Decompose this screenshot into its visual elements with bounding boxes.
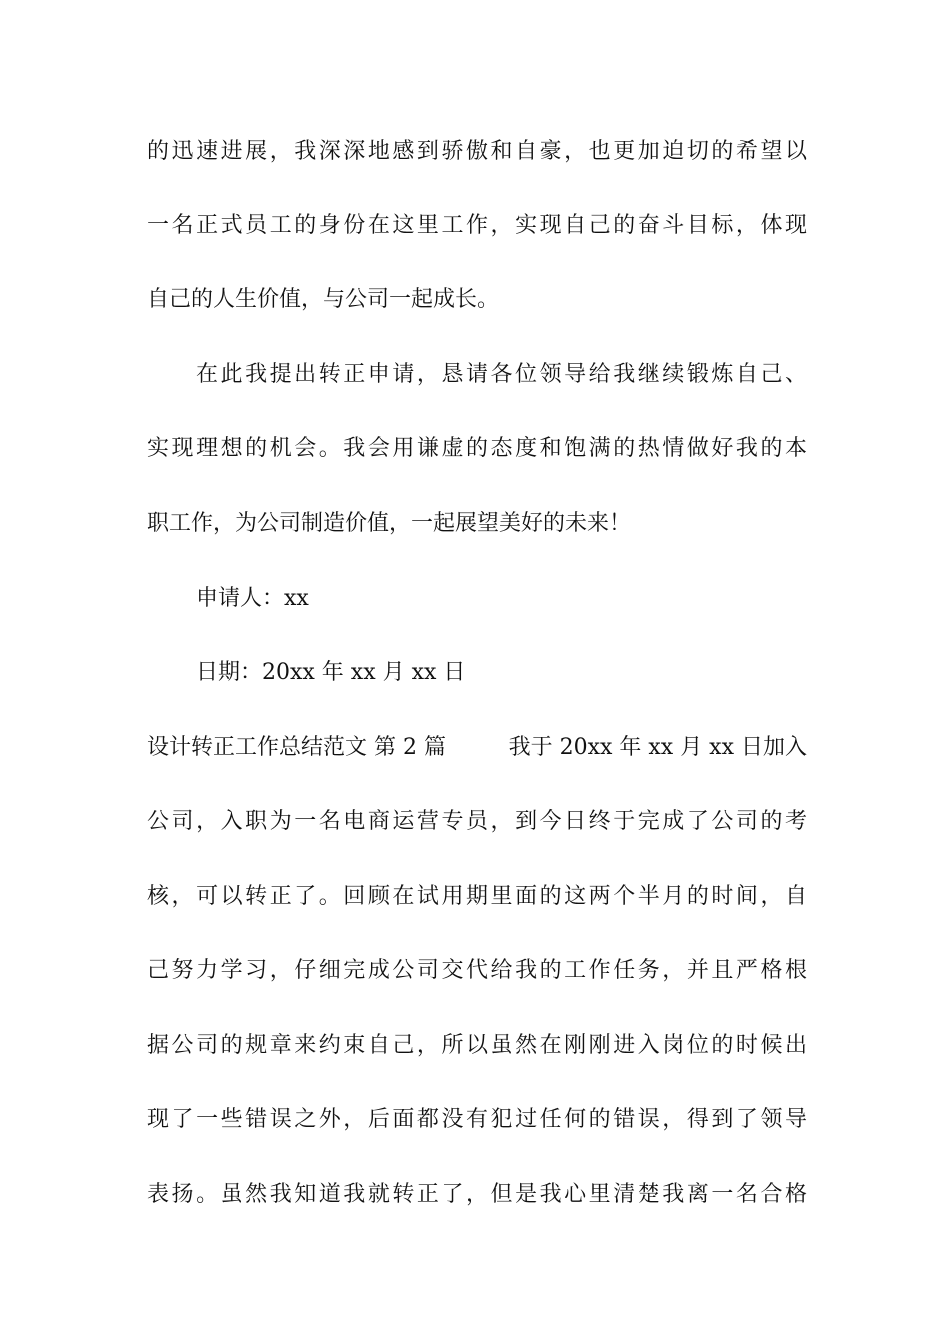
paragraph-line: 在此我提出转正申请，恳请各位领导给我继续锻炼自己、 [196, 362, 807, 387]
section-first-line-text: 我于 20xx 年 xx 月 xx 日加入 [508, 735, 807, 760]
paragraph-line: 公司，入职为一名电商运营专员，到今日终于完成了公司的考 [147, 809, 807, 834]
paragraph-line: 职工作，为公司制造价值，一起展望美好的未来！ [147, 511, 632, 536]
application-date: 日期：20xx 年 xx 月 xx 日 [196, 660, 466, 685]
section-title: 设计转正工作总结范文 第 2 篇 [147, 735, 446, 760]
paragraph-line: 实现理想的机会。我会用谦虚的态度和饱满的热情做好我的本 [147, 436, 807, 461]
paragraph-line: 核，可以转正了。回顾在试用期里面的这两个半月的时间，自 [147, 884, 807, 909]
paragraph-line: 自己的人生价值，与公司一起成长。 [147, 287, 500, 312]
paragraph-line: 现了一些错误之外，后面都没有犯过任何的错误，得到了领导 [147, 1107, 807, 1132]
paragraph-line: 己努力学习，仔细完成公司交代给我的工作任务，并且严格根 [147, 958, 807, 983]
paragraph-line: 的迅速进展，我深深地感到骄傲和自豪，也更加迫切的希望以 [147, 139, 807, 164]
applicant-signature: 申请人：xx [196, 586, 309, 611]
paragraph-line: 表扬。虽然我知道我就转正了，但是我心里清楚我离一名合格 [147, 1182, 807, 1207]
paragraph-line: 据公司的规章来约束自己，所以虽然在刚刚进入岗位的时候出 [147, 1033, 807, 1058]
paragraph-line: 一名正式员工的身份在这里工作，实现自己的奋斗目标，体现 [147, 213, 807, 238]
